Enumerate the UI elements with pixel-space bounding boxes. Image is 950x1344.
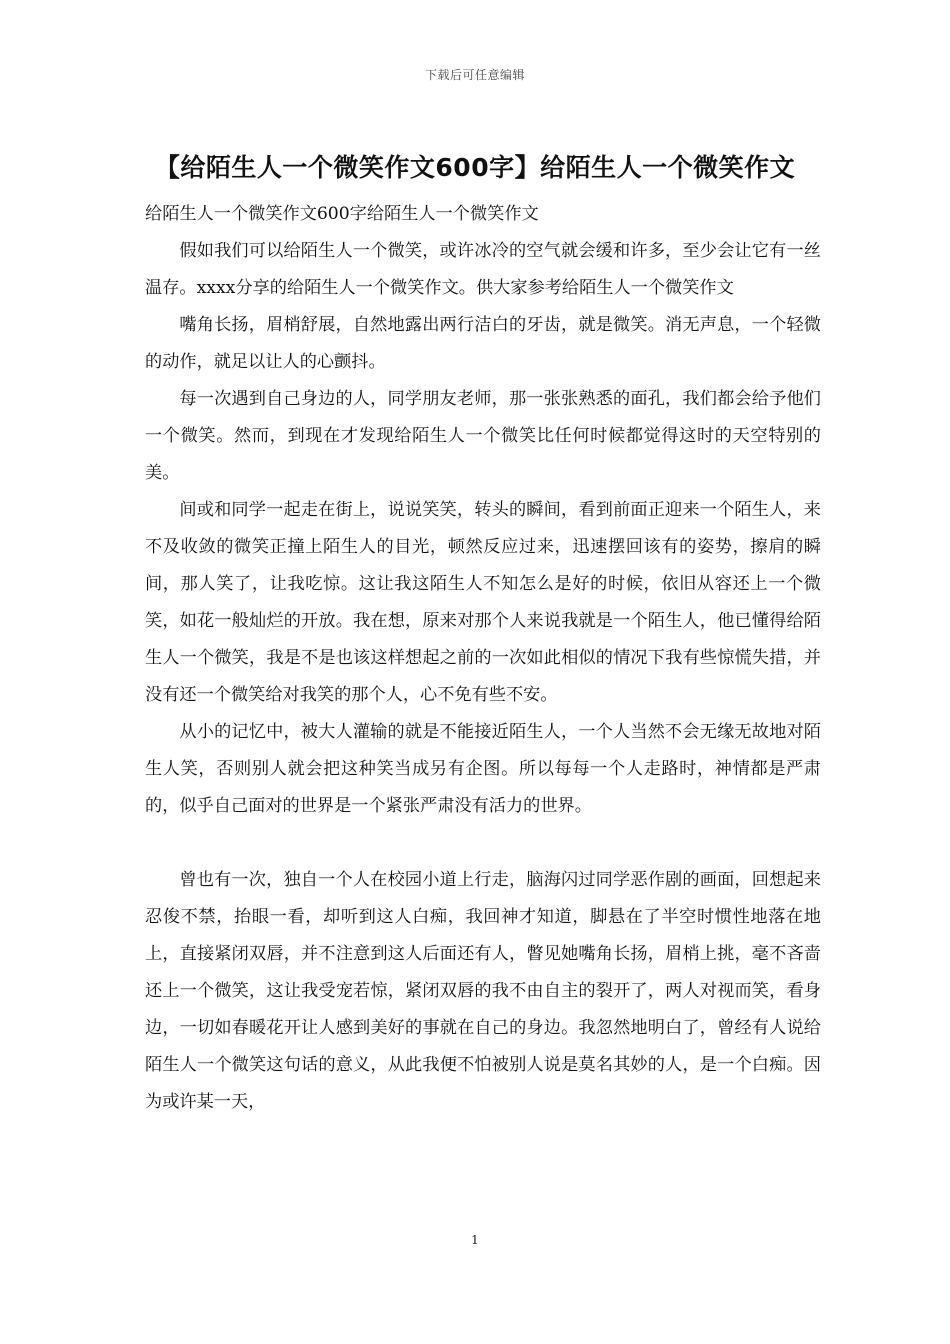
paragraph: 曾也有一次，独自一个人在校园小道上行走，脑海闪过同学恶作剧的画面，回想起来忍俊不禁，抬眼一看，却听到这人白痴，我回神才知道，脚悬在了半空时惯性地落在地上，直接紧闭双唇，并不注意到这人后面还有人，瞥见她嘴角长扬，眉梢上挑，毫不吝啬还上一个微笑，这让我受宠若惊，紧闭双唇的我不由自主的裂开了，两人对视而笑，看身边，一切如春暖花开让人感到美好的事就在自己的身边。我忽然地明白了，曾经有人说给陌生人一个微笑这句话的意义，从此我便不怕被别人说是莫名其妙的人，是一个白痴。因为或许某一天， — [145, 870, 821, 1112]
paragraph: 间或和同学一起走在街上，说说笑笑，转头的瞬间，看到前面正迎来一个陌生人，来不及收敛的微笑正撞上陌生人的目光，顿然反应过来，迅速摆回该有的姿势，擦肩的瞬间，那人笑了，让我吃惊。这让我这陌生人不知怎么是好的时候，依旧从容还上一个微笑，如花一般灿烂的开放。我在想，原来对那个人来说我就是一个陌生人，他已懂得给陌生人一个微笑，我是不是也该这样想起之前的一次如此相似的情况下我有些惊慌失措，并没有还一个微笑给对我笑的那个人，心不免有些不安。 — [145, 500, 821, 705]
paragraph: 每一次遇到自己身边的人，同学朋友老师，那一张张熟悉的面孔，我们都会给予他们一个微笑。然而，到现在才发现给陌生人一个微笑比任何时候都觉得这时的天空特别的美。 — [145, 389, 821, 483]
header-note: 下载后可任意编辑 — [424, 68, 525, 82]
document-title: 【给陌生人一个微笑作文600字】给陌生人一个微笑作文 — [154, 153, 796, 182]
paragraph: 嘴角长扬，眉梢舒展，自然地露出两行洁白的牙齿，就是微笑。消无声息，一个轻微的动作，就足以让人的心颤抖。 — [145, 315, 821, 372]
paragraph: 从小的记忆中，被大人灌输的就是不能接近陌生人，一个人当然不会无缘无故地对陌生人笑，否则别人就会把这种笑当成另有企图。所以每每一个人走路时，神情都是严肃的，似乎自己面对的世界是一个紧张严肃没有活力的世界。 — [145, 722, 821, 816]
subtitle-line: 给陌生人一个微笑作文600字给陌生人一个微笑作文 — [145, 204, 539, 224]
document-body — [145, 196, 821, 1121]
paragraph: 假如我们可以给陌生人一个微笑，或许冰冷的空气就会缓和许多，至少会让它有一丝温存。xxxx分享的给陌生人一个微笑作文。供大家参考给陌生人一个微笑作文 — [145, 241, 821, 298]
page-number: 1 — [471, 1233, 479, 1247]
